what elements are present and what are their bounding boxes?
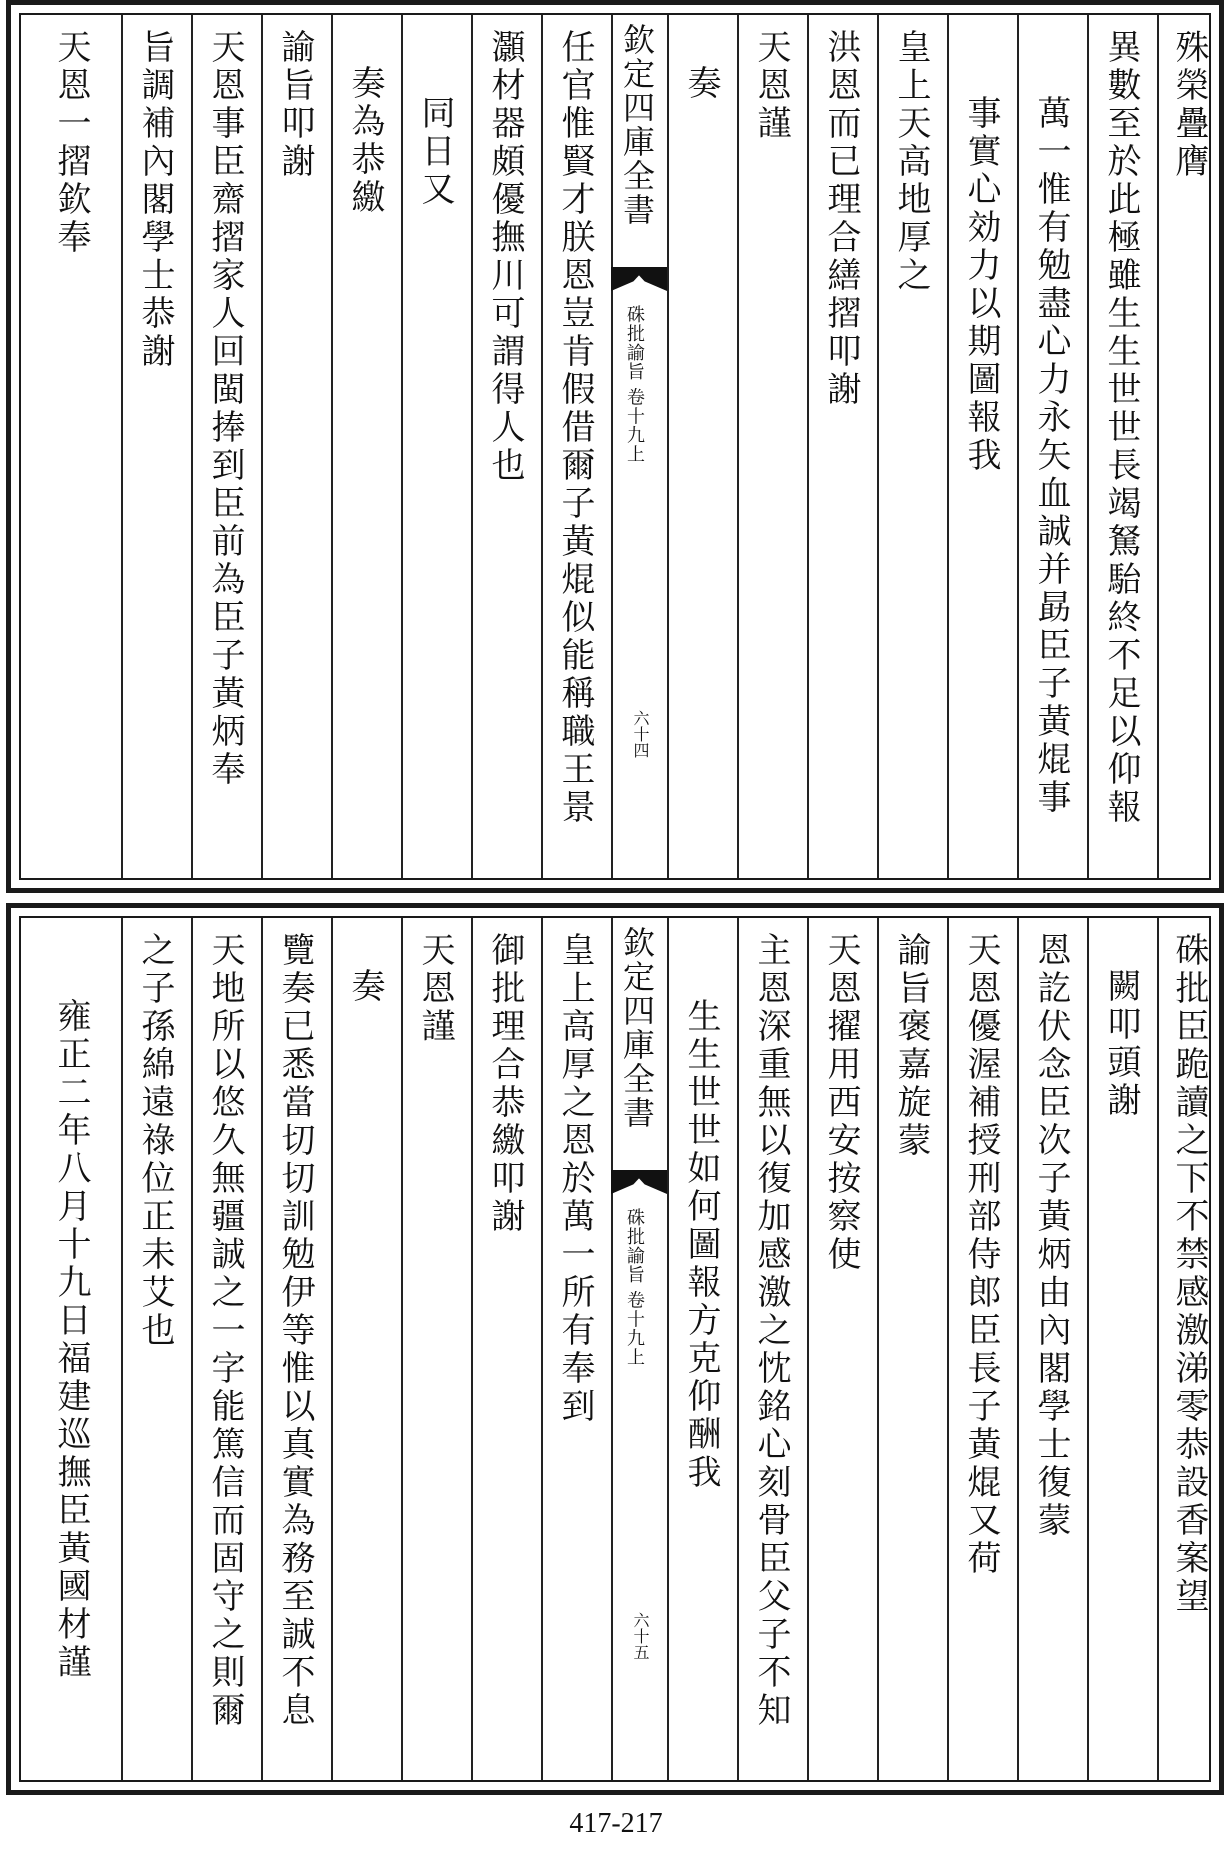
text-column: 恩訖伏念臣次子黃炳由內閣學士復蒙 [1031,932,1071,1540]
text-column: 事實心効力以期圖報我 [961,95,1001,475]
column-rule [1087,15,1089,878]
column-rule [1157,918,1159,1780]
column-rule [471,918,473,1780]
column-rule [541,15,543,878]
fish-tail-mark [611,1170,667,1194]
column-rule [807,918,809,1780]
text-column: 天恩事臣齋摺家人回閩捧到臣前為臣子黃炳奉 [205,29,245,789]
text-column: 覽奏已悉當切切訓勉伊等惟以真實為務至誠不息 [275,932,315,1730]
page-footer-number: 417-217 [569,1808,663,1839]
text-column: 之子孫綿遠祿位正未艾也 [135,932,175,1350]
column-rule [1087,918,1089,1780]
column-rule [261,15,263,878]
column-rule [737,918,739,1780]
text-column: 諭旨叩謝 [275,29,315,181]
text-column: 皇上天高地厚之 [891,29,931,295]
text-column: 奏為恭繳 [345,65,385,217]
column-rule [807,15,809,878]
column-rule [191,918,193,1780]
text-column: 天恩擢用西安按察使 [821,932,861,1274]
text-column: 萬一惟有勉盡心力永矢血誠并勗臣子黃焜事 [1031,95,1071,817]
column-rule [401,918,403,1780]
column-rule [947,15,949,878]
text-column: 任官惟賢才朕恩豈肯假借爾子黃焜似能稱職王景 [555,29,595,827]
text-column: 天恩謹 [415,932,455,1046]
text-column: 硃批臣跪讀之下不禁感激涕零恭設香案望 [1169,932,1209,1616]
text-column: 天恩謹 [751,29,791,143]
column-rule [121,918,123,1780]
column-rule [191,15,193,878]
column-rule [1017,15,1019,878]
fish-tail-mark [611,267,667,291]
text-column: 天恩一摺欽奉 [51,29,91,257]
column-rule [331,918,333,1780]
column-rule [947,918,949,1780]
top-page-panel [6,0,1224,893]
column-rule [667,918,669,1780]
gutter-page-number: 六十五 [631,1612,650,1660]
column-rule [471,15,473,878]
column-rule [667,15,669,878]
text-column: 闕叩頭謝 [1101,968,1141,1120]
column-rule [877,15,879,878]
top-page-frame [19,13,1211,880]
text-column: 奏 [345,968,385,1006]
text-column: 異數至於此極雖生生世世長竭駑駘終不足以仰報 [1101,29,1141,827]
text-column: 生生世世如何圖報方克仰酬我 [681,998,721,1492]
column-rule [541,918,543,1780]
column-rule [401,15,403,878]
gutter-page-number: 六十四 [631,710,650,758]
column-rule [261,918,263,1780]
column-rule [121,15,123,878]
text-column: 皇上高厚之恩於萬一所有奉到 [555,932,595,1426]
gutter-subtitle: 硃批諭旨 卷十九上 [624,1208,645,1367]
text-column: 御批理合恭繳叩謝 [485,932,525,1236]
text-column: 諭旨褒嘉旋蒙 [891,932,931,1160]
gutter-title: 欽定四庫全書 [618,23,656,227]
column-rule [877,918,879,1780]
column-rule [1017,918,1019,1780]
text-column: 天地所以悠久無疆誠之一字能篤信而固守之則爾 [205,932,245,1730]
text-column: 同日又 [415,95,455,209]
bottom-page-panel [6,903,1224,1795]
text-column: 天恩優渥補授刑部侍郎臣長子黃焜又荷 [961,932,1001,1578]
column-rule [1157,15,1159,878]
page-gutter [611,918,667,1780]
text-column: 雍正二年八月十九日福建巡撫臣黃國材謹 [51,998,91,1682]
text-column: 殊榮疊膺 [1169,29,1209,181]
column-rule [331,15,333,878]
text-column: 主恩深重無以復加感激之忱銘心刻骨臣父子不知 [751,932,791,1730]
gutter-title: 欽定四庫全書 [618,926,656,1130]
text-column: 旨調補內閣學士恭謝 [135,29,175,371]
column-rule [737,15,739,878]
gutter-subtitle: 硃批諭旨 卷十九上 [624,305,645,464]
bottom-page-frame [19,916,1211,1782]
text-column: 奏 [681,65,721,103]
page-gutter [611,15,667,878]
text-column: 灝材器頗優撫川可謂得人也 [485,29,525,485]
text-column: 洪恩而已理合繕摺叩謝 [821,29,861,409]
